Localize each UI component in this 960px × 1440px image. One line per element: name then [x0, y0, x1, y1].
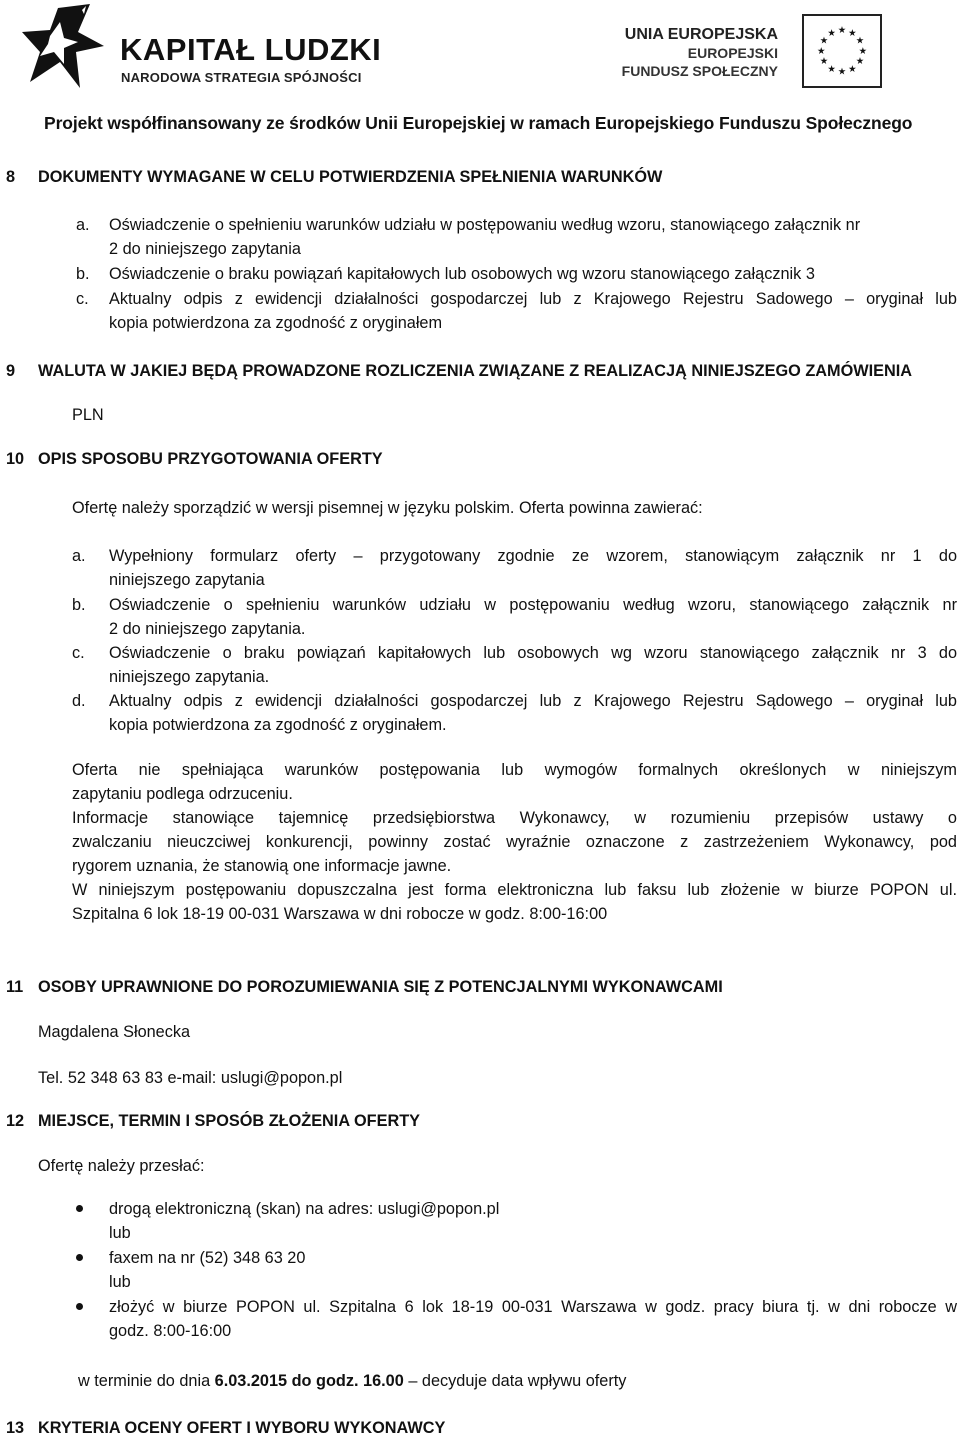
s10-para2-line2: zwalczaniu nieuczciwej konkurencji, powinny zostać wyraźnie oznaczone z zastrzeżeniem Wykonawcy, pod — [72, 833, 957, 851]
s8-item-a-line2: 2 do niniejszego zapytania — [109, 240, 301, 258]
ue-line2: EUROPEJSKI — [687, 45, 778, 61]
s10-item-a-line2: niniejszego zapytania — [109, 571, 265, 589]
s12-option-fax: faxem na nr (52) 348 63 20 — [109, 1249, 306, 1267]
s10-item-d-line2: kopia potwierdzona za zgodność z oryginałem. — [109, 716, 447, 734]
ue-logo-text — [622, 26, 778, 80]
kapital-ludzki-logo — [20, 2, 382, 102]
svg-text:★: ★ — [837, 25, 847, 37]
s10-para2-line1: Informacje stanowiące tajemnicę przedsiębiorstwa Wykonawcy, w rozumieniu przepisów ustawy o — [72, 809, 957, 827]
svg-text:★: ★ — [819, 56, 829, 68]
s10-item-d-label: d. — [72, 692, 86, 710]
svg-text:★: ★ — [855, 56, 865, 68]
s10-para1-line1: Oferta nie spełniająca warunków postępowania lub wymogów formalnych określonych w niniejszym — [72, 761, 957, 779]
bullet-icon — [76, 1303, 83, 1310]
s12-option-office-line2: godz. 8:00-16:00 — [109, 1322, 232, 1340]
section-10-title: OPIS SPOSOBU PRZYGOTOWANIA OFERTY — [38, 450, 383, 468]
currency-value: PLN — [72, 406, 104, 424]
ue-line3: FUNDUSZ SPOŁECZNY — [621, 63, 778, 79]
cofinancing-banner: Projekt współfinansowany ze środków Unii Europejskiej w ramach Europejskiego Funduszu Społecznego — [44, 113, 913, 133]
section-8-title: DOKUMENTY WYMAGANE W CELU POTWIERDZENIA SPEŁNIENIA WARUNKÓW — [38, 168, 663, 186]
section-13-title: KRYTERIA OCENY OFERT I WYBORU WYKONAWCY — [38, 1419, 446, 1437]
s10-intro: Ofertę należy sporządzić w wersji pisemnej w języku polskim. Oferta powinna zawierać: — [72, 499, 703, 517]
kapital-ludzki-subtitle: NARODOWA STRATEGIA SPÓJNOŚCI — [121, 70, 362, 85]
s10-item-b-line2: 2 do niniejszego zapytania. — [109, 620, 306, 638]
s8-item-c-label: c. — [76, 290, 89, 308]
svg-text:★: ★ — [848, 63, 857, 75]
deadline-prefix: w terminie do dnia — [78, 1372, 215, 1390]
bullet-icon — [76, 1254, 83, 1261]
s10-item-c-line2: niniejszego zapytania. — [109, 668, 270, 686]
section-13-number: 13 — [6, 1419, 25, 1437]
bullet-icon — [76, 1205, 83, 1212]
s12-intro: Ofertę należy przesłać: — [38, 1157, 205, 1175]
s10-item-c-line1: Oświadczenie o braku powiązań kapitałowych lub osobowych wg wzoru stanowiącego załącznik nr 3 do — [109, 644, 957, 662]
s12-option-office-line1: złożyć w biurze POPON ul. Szpitalna 6 lok 18-19 00-031 Warszawa w godz. pracy biura tj. w dni robocze w — [109, 1298, 957, 1316]
s8-item-a-line1: Oświadczenie o spełnieniu warunków udziału w postępowaniu według wzoru, stanowiącego załącznik nr — [109, 216, 861, 234]
s10-item-d-line1: Aktualny odpis z ewidencji działalności gospodarczej lub z Krajowego Rejestru Sądowego – oryginał lub — [109, 692, 957, 710]
s10-para3-line1: W niniejszym postępowaniu dopuszczalna jest forma elektroniczna lub faksu lub złożenie w biurze POPON ul. — [72, 881, 957, 899]
deadline-date: 6.03.2015 do godz. 16.00 — [214, 1372, 404, 1390]
s12-option-email: drogą elektroniczną (skan) na adres: uslugi@popon.pl — [109, 1200, 500, 1218]
svg-text:★: ★ — [848, 27, 857, 39]
svg-text:★: ★ — [827, 27, 836, 39]
kapital-ludzki-star-icon — [20, 2, 110, 98]
section-12-title: MIEJSCE, TERMIN I SPOSÓB ZŁOŻENIA OFERTY — [38, 1112, 421, 1130]
contact-details: Tel. 52 348 63 83 e-mail: uslugi@popon.pl — [38, 1069, 343, 1087]
contact-person: Magdalena Słonecka — [38, 1023, 191, 1041]
s8-item-a-label: a. — [76, 216, 90, 234]
ue-efs-logo — [621, 4, 890, 92]
svg-text:★: ★ — [837, 66, 847, 78]
s8-item-c-line1: Aktualny odpis z ewidencji działalności gospodarczej lub z Krajowego Rejestru Sadowego – oryginał lub — [109, 290, 957, 308]
section-11-number: 11 — [6, 978, 24, 996]
s10-para2-line3: rygorem uznania, że stanowią one informacje jawne. — [72, 857, 452, 875]
s12-deadline — [78, 1369, 626, 1393]
deadline-suffix: – decyduje data wpływu oferty — [403, 1372, 627, 1390]
svg-text:★: ★ — [855, 35, 865, 47]
s10-item-b-line1: Oświadczenie o spełnieniu warunków udziału w postępowaniu według wzoru, stanowiącego załącznik nr — [109, 596, 957, 614]
section-8-number: 8 — [6, 168, 16, 186]
s10-para3-line2: Szpitalna 6 lok 18-19 00-031 Warszawa w dni robocze w godz. 8:00-16:00 — [72, 905, 608, 923]
s10-item-b-label: b. — [72, 596, 86, 614]
svg-text:★: ★ — [819, 35, 829, 47]
section-9-title: WALUTA W JAKIEJ BĘDĄ PROWADZONE ROZLICZENIA ZWIĄZANE Z REALIZACJĄ NINIEJSZEGO ZAMÓWIENIA — [38, 362, 913, 380]
s12-or-1: lub — [109, 1224, 131, 1242]
eu-flag-icon — [802, 14, 882, 88]
section-10-number: 10 — [6, 450, 25, 468]
svg-text:★: ★ — [816, 45, 826, 57]
s8-item-b-line1: Oświadczenie o braku powiązań kapitałowych lub osobowych wg wzoru stanowiącego załącznik 3 — [109, 265, 815, 283]
section-12-number: 12 — [6, 1112, 25, 1130]
s8-item-b-label: b. — [76, 265, 90, 283]
s10-item-a-line1: Wypełniony formularz oferty – przygotowany zgodnie ze wzorem, stanowiącym załącznik nr 1 do — [109, 547, 957, 565]
s10-item-c-label: c. — [72, 644, 85, 662]
section-11-title: OSOBY UPRAWNIONE DO POROZUMIEWANIA SIĘ Z POTENCJALNYMI WYKONAWCAMI — [38, 978, 723, 996]
ue-line1: UNIA EUROPEJSKA — [624, 26, 778, 43]
s10-para1-line2: zapytaniu podlega odrzuceniu. — [72, 785, 293, 803]
svg-text:★: ★ — [827, 63, 836, 75]
s10-item-a-label: a. — [72, 547, 86, 565]
s8-item-c-line2: kopia potwierdzona za zgodność z oryginałem — [109, 314, 443, 332]
section-9-number: 9 — [6, 362, 16, 380]
s12-or-2: lub — [109, 1273, 131, 1291]
svg-text:★: ★ — [858, 45, 868, 57]
kapital-ludzki-title: KAPITAŁ LUDZKI — [120, 32, 382, 67]
